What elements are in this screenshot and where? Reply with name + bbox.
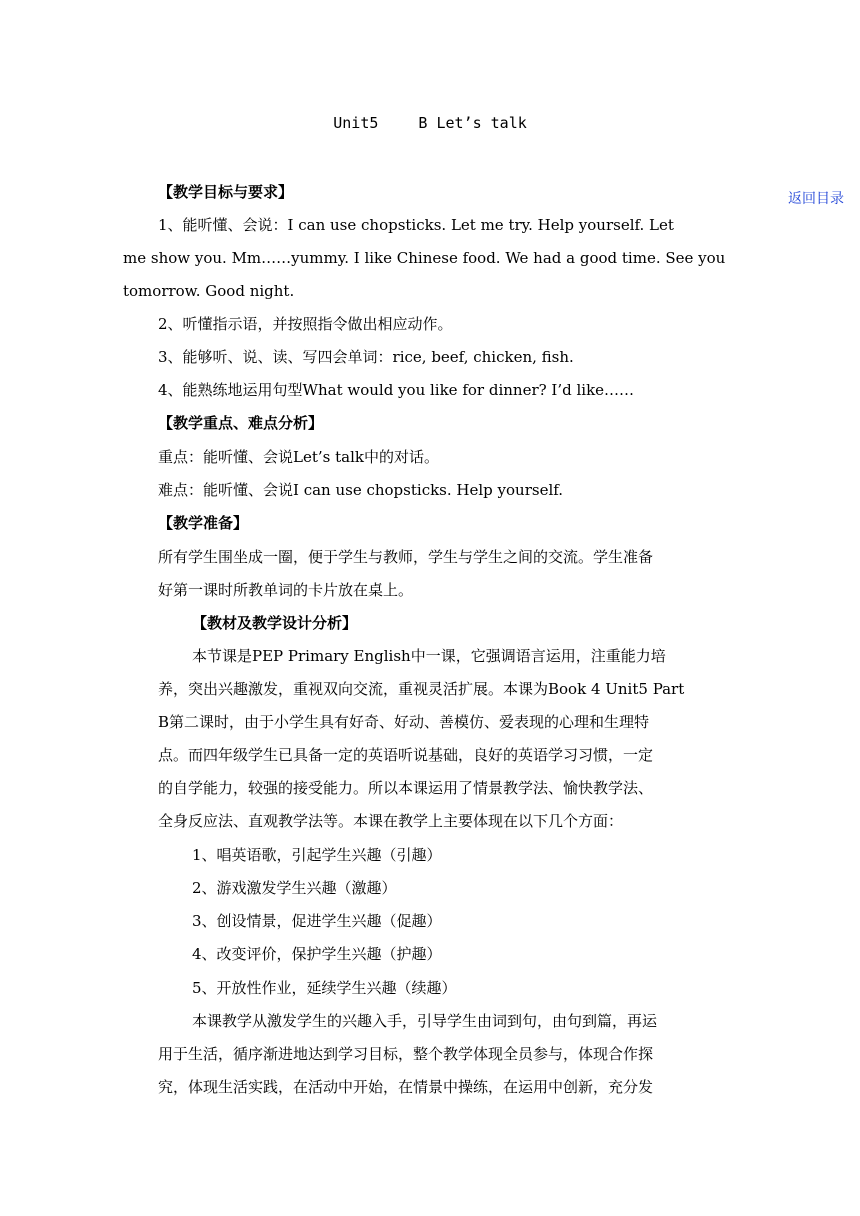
list-item-3: 3、创设情景，促进学生兴趣（促趣） <box>192 912 442 930</box>
title-lesson: B Let’s talk <box>418 114 527 132</box>
difficult-point: 难点：能听懂、会说I can use chopsticks. Help yourself. <box>158 481 564 499</box>
prep-heading: 【教学准备】 <box>158 514 249 532</box>
analysis-p1-line6: 全身反应法、直观教学法等。本课在教学上主要体现在以下几个方面： <box>158 812 624 830</box>
list-item-1: 1、唱英语歌，引起学生兴趣（引趣） <box>192 846 442 864</box>
goal1-line3: tomorrow. Good night. <box>123 282 295 300</box>
goals-heading: 【教学目标与要求】 <box>158 183 294 201</box>
key-point: 重点：能听懂、会说Let’s talk中的对话。 <box>158 448 439 466</box>
list-item-5: 5、开放性作业，延续学生兴趣（续趣） <box>192 979 457 997</box>
prep-line1: 所有学生围坐成一圈，便于学生与教师，学生与学生之间的交流。学生准备 <box>158 548 654 566</box>
analysis-p2-line1: 本课教学从激发学生的兴趣入手，引导学生由词到句，由句到篇，再运 <box>192 1012 658 1030</box>
list-item-2: 2、游戏激发学生兴趣（激趣） <box>192 879 397 897</box>
goal2: 2、听懂指示语，并按照指令做出相应动作。 <box>158 315 453 333</box>
goal1-line2: me show you. Mm……yummy. I like Chinese food. We had a good time. See you <box>123 249 726 267</box>
analysis-p2-line3: 究，体现生活实践，在活动中开始，在情景中操练，在运用中创新，充分发 <box>158 1078 654 1096</box>
title-unit: Unit5 <box>333 114 379 132</box>
analysis-p1-line3: B第二课时，由于小学生具有好奇、好动、善模仿、爱表现的心理和生理特 <box>158 713 650 731</box>
analysis-p1-line1: 本节课是PEP Primary English中一课，它强调语言运用，注重能力培 <box>192 647 666 665</box>
list-item-4: 4、改变评价，保护学生兴趣（护趣） <box>192 945 442 963</box>
goal4: 4、能熟练地运用句型What would you like for dinner? I’d like…… <box>158 381 635 399</box>
analysis-p2-line2: 用于生活，循序渐进地达到学习目标，整个教学体现全员参与，体现合作探 <box>158 1045 654 1063</box>
analysis-p1-line4: 点。而四年级学生已具备一定的英语听说基础，良好的英语学习习惯，一定 <box>158 746 654 764</box>
page-title <box>0 114 860 132</box>
prep-line2: 好第一课时所教单词的卡片放在桌上。 <box>158 581 414 599</box>
analysis-p1-line2: 养，突出兴趣激发，重视双向交流，重视灵活扩展。本课为Book 4 Unit5 Part <box>158 680 685 698</box>
analysis-heading: 【教材及教学设计分析】 <box>192 614 358 632</box>
goal1-line1: 1、能听懂、会说：I can use chopsticks. Let me try. Help yourself. Let <box>158 216 674 234</box>
key-heading: 【教学重点、难点分析】 <box>158 414 324 432</box>
goal3: 3、能够听、说、读、写四会单词：rice, beef, chicken, fish. <box>158 348 574 366</box>
analysis-p1-line5: 的自学能力，较强的接受能力。所以本课运用了情景教学法、愉快教学法、 <box>158 779 654 797</box>
back-to-contents-link[interactable]: 返回目录 <box>788 191 844 207</box>
